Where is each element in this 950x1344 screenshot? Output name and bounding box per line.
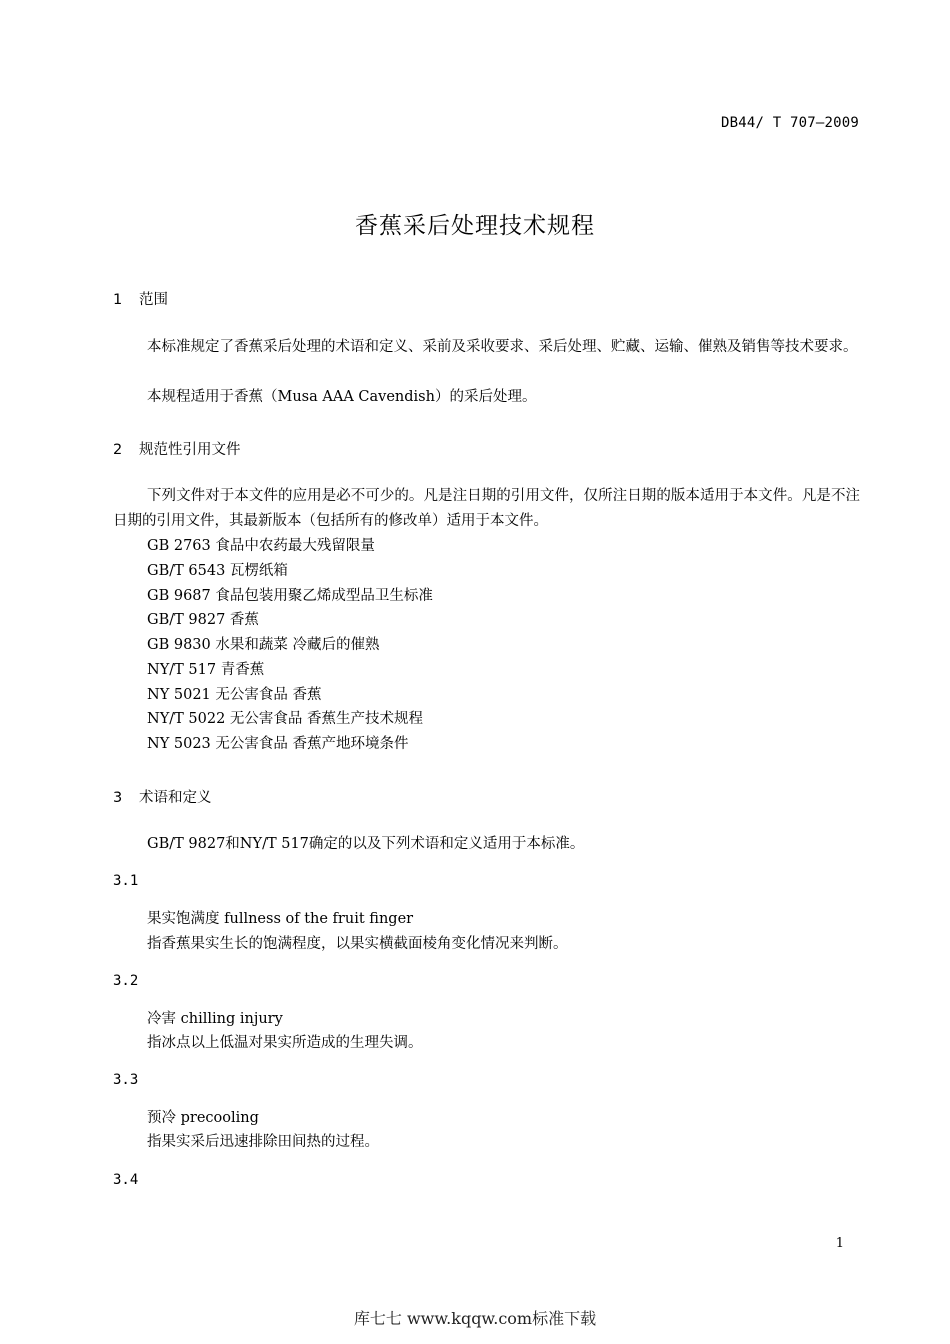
- term-definition: 指香蕉果实生长的饱满程度，以果实横截面棱角变化情况来判断。: [147, 936, 568, 952]
- reference-item: NY/T 517 青香蕉: [147, 662, 265, 678]
- reference-item: GB 9687 食品包装用聚乙烯成型品卫生标准: [147, 588, 433, 604]
- term-number: 3.4: [113, 1172, 139, 1188]
- section-number: 1: [113, 292, 123, 308]
- scope-paragraph-1: 本标准规定了香蕉采后处理的术语和定义、采前及采收要求、采后处理、贮藏、运输、催熟及销售等技术要求。: [147, 339, 858, 355]
- term-name: 冷害 chilling injury: [147, 1011, 283, 1027]
- reference-item: NY/T 5022 无公害食品 香蕉生产技术规程: [147, 711, 424, 727]
- term-number: 3.3: [113, 1072, 139, 1088]
- standard-number: DB44/ T 707—2009: [720, 115, 859, 131]
- term-definition: 指冰点以上低温对果实所造成的生理失调。: [147, 1035, 423, 1051]
- section-number: 2: [113, 442, 123, 458]
- section-heading-references: [113, 438, 241, 459]
- references-intro: 下列文件对于本文件的应用是必不可少的。凡是注日期的引用文件，仅所注日期的版本适用于本文件。凡是不注日期的引用文件，其最新版本（包括所有的修改单）适用于本文件。: [113, 488, 860, 529]
- footer-watermark: 库七七 www.kqqw.com标准下载: [353, 1309, 597, 1328]
- term-name: 预冷 precooling: [147, 1110, 259, 1126]
- reference-item: GB/T 6543 瓦楞纸箱: [147, 563, 288, 579]
- reference-item: GB/T 9827 香蕉: [147, 612, 259, 628]
- section-heading-scope: [113, 288, 168, 309]
- term-number: 3.1: [113, 873, 139, 889]
- reference-item: GB 9830 水果和蔬菜 冷藏后的催熟: [147, 637, 380, 653]
- section-title: 术语和定义: [139, 790, 212, 806]
- section-number: 3: [113, 790, 123, 806]
- section-title: 范围: [139, 292, 168, 308]
- section-heading-terms: [113, 786, 212, 807]
- reference-item: NY 5023 无公害食品 香蕉产地环境条件: [147, 736, 409, 752]
- document-title: 香蕉采后处理技术规程: [355, 213, 595, 239]
- scope-paragraph-2: 本规程适用于香蕉（Musa AAA Cavendish）的采后处理。: [147, 389, 537, 405]
- section-title: 规范性引用文件: [139, 442, 241, 458]
- term-name: 果实饱满度 fullness of the fruit finger: [147, 911, 414, 927]
- reference-item: GB 2763 食品中农药最大残留限量: [147, 538, 375, 554]
- page-number: 1: [835, 1236, 844, 1251]
- terms-intro: GB/T 9827和NY/T 517确定的以及下列术语和定义适用于本标准。: [147, 836, 585, 852]
- reference-item: NY 5021 无公害食品 香蕉: [147, 687, 322, 703]
- term-number: 3.2: [113, 973, 139, 989]
- term-definition: 指果实采后迅速排除田间热的过程。: [147, 1134, 379, 1150]
